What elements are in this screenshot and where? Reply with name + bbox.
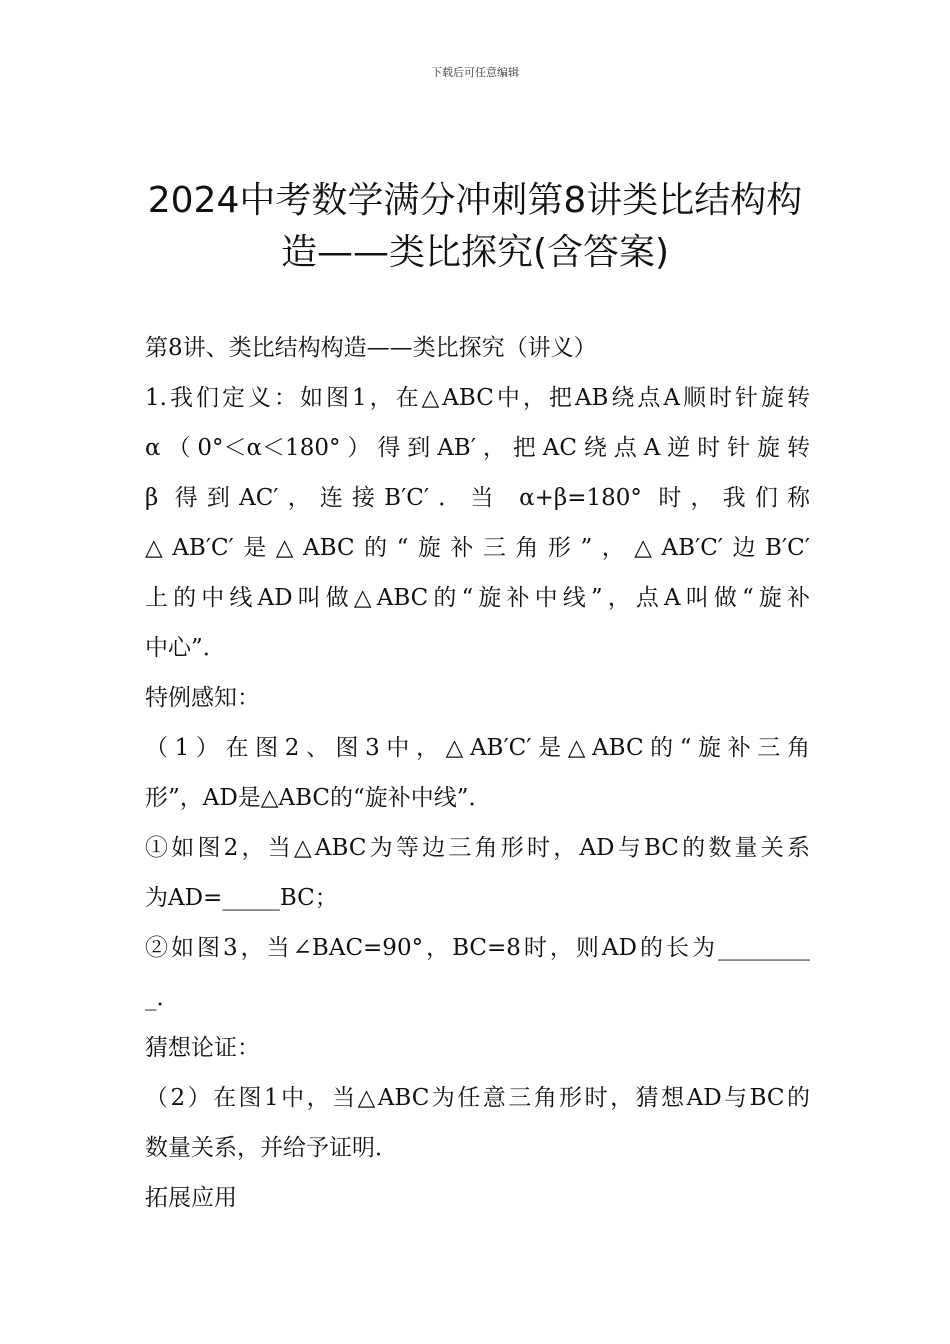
paragraph-line: （2）在图1中，当△ABC为任意三角形时，猜想AD与BC的 <box>145 1085 810 1111</box>
section-label: 特例感知： <box>145 685 260 711</box>
header-note: 下载后可任意编辑 <box>431 66 519 79</box>
paragraph-line: α（0°＜α＜180°）得到AB′，把AC绕点A逆时针旋转 <box>145 435 810 461</box>
paragraph-line: β 得到AC′，连接B′C′．当 α+β=180° 时，我们称 <box>145 485 810 511</box>
paragraph-line: （1）在图2、图3中，△AB′C′是△ABC的“旋补三角 <box>145 735 810 761</box>
heading-lecture: 第8讲、类比结构构造——类比探究（讲义） <box>145 335 597 361</box>
paragraph-line: 上的中线AD叫做△ABC的“旋补中线”，点A叫做“旋补 <box>145 585 810 611</box>
paragraph-line: ②如图3，当∠BAC=90°，BC=8时，则AD的长为________ <box>145 935 810 961</box>
paragraph-line: 中心”． <box>145 635 226 661</box>
title-line-2: 造——类比探究(含答案) <box>280 232 670 273</box>
paragraph-line: 为AD=_____BC； <box>145 885 338 911</box>
document-title <box>140 175 810 279</box>
paragraph-line: _． <box>145 985 180 1011</box>
paragraph-line: 数量关系，并给予证明． <box>145 1135 398 1161</box>
paragraph-line: △AB′C′是△ABC的“旋补三角形”，△AB′C′边B′C′ <box>145 535 810 561</box>
section-label: 猜想论证： <box>145 1035 260 1061</box>
title-line-1: 2024中考数学满分冲刺第8讲类比结构构 <box>147 180 803 221</box>
paragraph-line: ①如图2，当△ABC为等边三角形时，AD与BC的数量关系 <box>145 835 810 861</box>
paragraph-line: 1.我们定义：如图1，在△ABC中，把AB绕点A顺时针旋转 <box>145 385 810 411</box>
section-label: 拓展应用 <box>145 1185 237 1211</box>
paragraph-line: 形”，AD是△ABC的“旋补中线”． <box>145 785 492 811</box>
